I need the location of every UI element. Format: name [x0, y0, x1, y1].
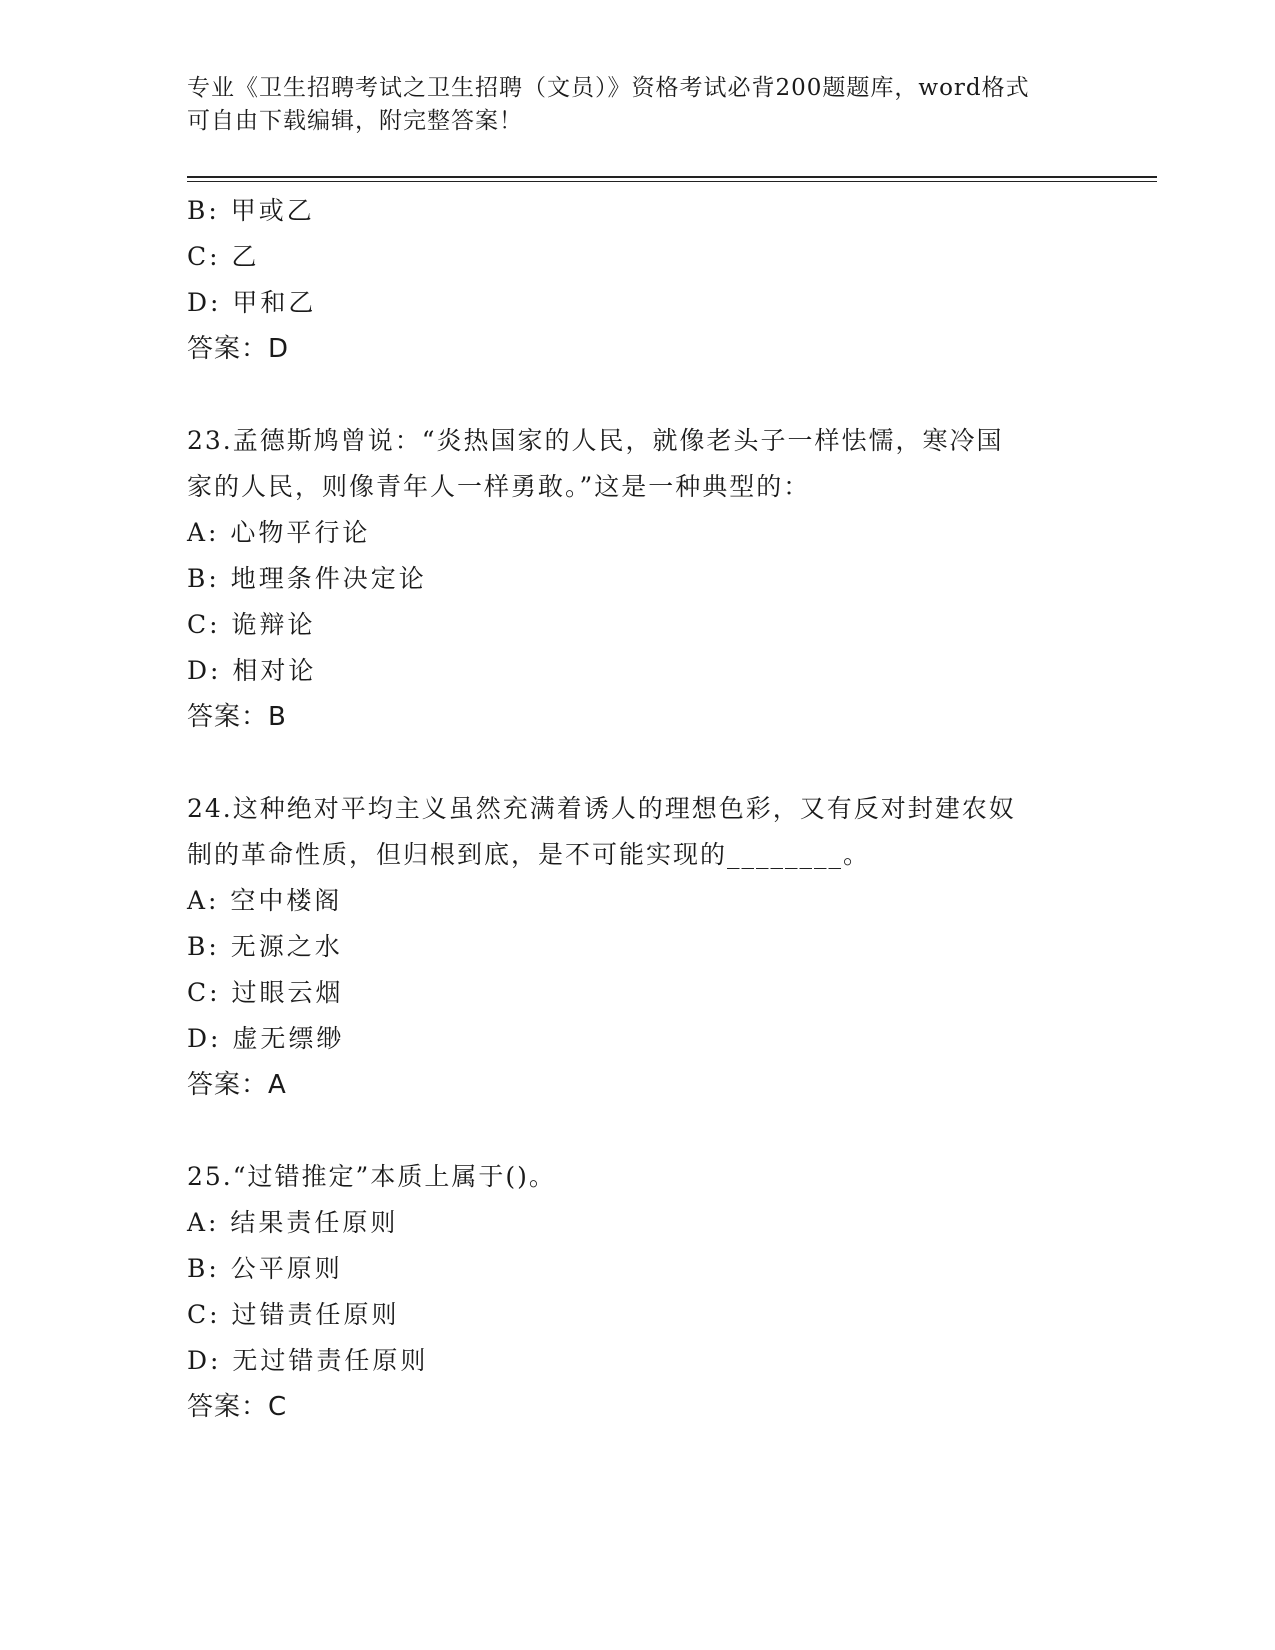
option-d: D: 相对论 — [187, 656, 317, 685]
header-rule-thin — [187, 181, 1157, 182]
question-list — [187, 188, 1087, 1430]
option-b: B: 公平原则 — [187, 1254, 343, 1283]
option-c: C: 过错责任原则 — [187, 1300, 400, 1329]
option-d: D: 甲和乙 — [187, 288, 317, 317]
option-d: D: 无过错责任原则 — [187, 1346, 429, 1375]
option-c: C: 诡辩论 — [187, 610, 316, 639]
question-stem-line: 制的革命性质，但归根到底，是不可能实现的________。 — [187, 840, 871, 869]
option-a: A: 空中楼阁 — [187, 886, 343, 915]
option-c: C: 乙 — [187, 242, 260, 271]
question-stem-line: 家的人民，则像青年人一样勇敢。”这是一种典型的： — [187, 472, 811, 501]
option-b: B: 地理条件决定论 — [187, 564, 427, 593]
answer-label: 答案：B — [187, 702, 287, 732]
option-a: A: 心物平行论 — [187, 518, 371, 547]
header-line-2: 可自由下载编辑，附完整答案！ — [187, 108, 523, 134]
question-22-tail — [187, 188, 1087, 372]
option-c: C: 过眼云烟 — [187, 978, 344, 1007]
document-header — [187, 72, 1087, 138]
option-b: B: 甲或乙 — [187, 196, 315, 225]
header-rule-thick — [187, 176, 1157, 178]
question-25 — [187, 1154, 1087, 1430]
option-b: B: 无源之水 — [187, 932, 343, 961]
question-stem-line: 25.“过错推定”本质上属于()。 — [187, 1162, 556, 1191]
header-line-1: 专业《卫生招聘考试之卫生招聘（文员）》资格考试必背200题题库，word格式 — [187, 75, 1030, 101]
question-23 — [187, 418, 1087, 740]
question-stem-line: 24.这种绝对平均主义虽然充满着诱人的理想色彩，又有反对封建农奴 — [187, 794, 1016, 823]
answer-label: 答案：A — [187, 1070, 287, 1100]
answer-label: 答案：C — [187, 1392, 288, 1422]
option-a: A: 结果责任原则 — [187, 1208, 399, 1237]
question-stem-line: 23.孟德斯鸠曾说：“炎热国家的人民，就像老头子一样怯懦，寒冷国 — [187, 426, 1004, 455]
answer-label: 答案：D — [187, 334, 290, 364]
question-24 — [187, 786, 1087, 1108]
option-d: D: 虚无缥缈 — [187, 1024, 345, 1053]
